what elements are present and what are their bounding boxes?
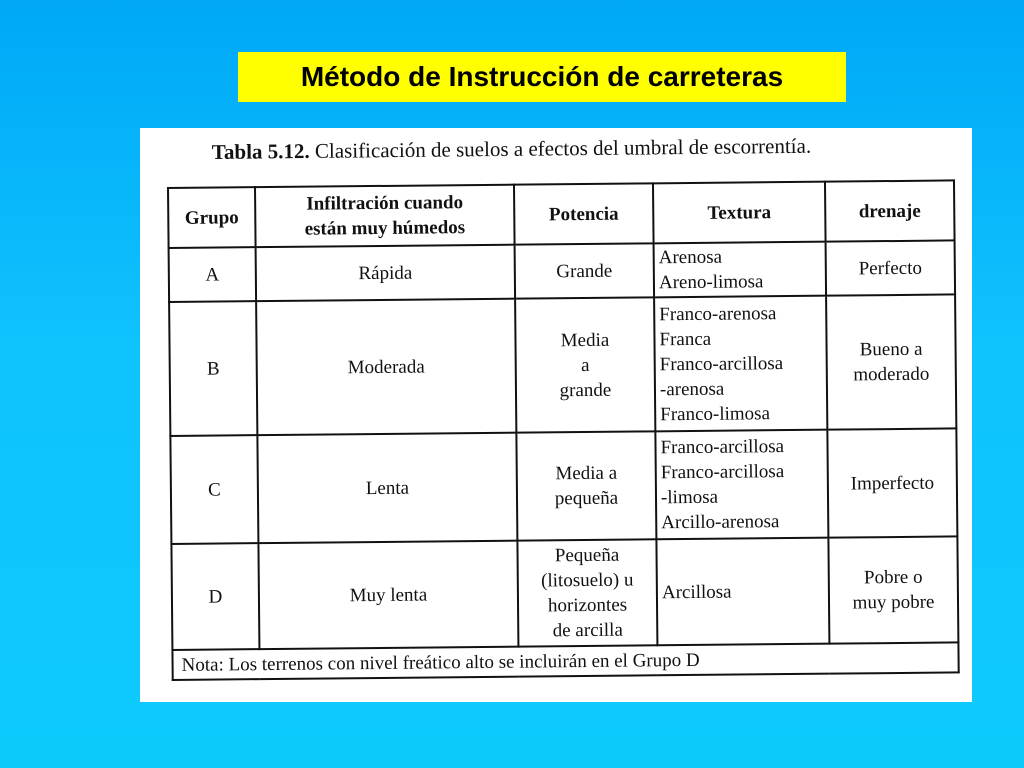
cell-potencia: Grande xyxy=(515,243,655,298)
table-note: Nota: Los terrenos con nivel freático alto se incluirán en el Grupo D xyxy=(172,642,958,680)
cell-textura: Arenosa Areno-limosa xyxy=(654,242,827,298)
table-row xyxy=(169,240,955,302)
cell-infiltracion: Rápida xyxy=(256,245,516,301)
cell-drenaje: Imperfecto xyxy=(827,428,957,537)
header-infiltracion: Infiltración cuando están muy húmedos xyxy=(255,185,515,247)
table-row xyxy=(170,428,957,544)
header-grupo: Grupo xyxy=(168,187,256,248)
table-row xyxy=(171,536,958,650)
cell-drenaje: Bueno a moderado xyxy=(826,294,956,429)
table-wrapper xyxy=(167,179,958,679)
table-row xyxy=(169,294,956,436)
slide-title: Método de Instrucción de carreteras xyxy=(238,52,846,102)
caption-label: Tabla 5.12. xyxy=(211,138,310,165)
cell-textura: Franco-arenosa Franca Franco-arcillosa -arenosa Franco-limosa xyxy=(654,296,827,432)
cell-textura: Franco-arcillosa Franco-arcillosa -limosa Arcillo-arenosa xyxy=(655,430,828,540)
cell-grupo: C xyxy=(170,435,258,544)
header-row xyxy=(168,180,955,248)
table-caption xyxy=(212,134,812,165)
scanned-table-image xyxy=(140,128,972,702)
soil-classification-table xyxy=(167,179,960,681)
caption-text: Clasificación de suelos a efectos del umbral de escorrentía. xyxy=(314,133,812,163)
cell-infiltracion: Moderada xyxy=(256,299,516,435)
cell-drenaje: Pobre o muy pobre xyxy=(828,536,958,643)
cell-infiltracion: Muy lenta xyxy=(258,541,518,649)
cell-grupo: A xyxy=(169,247,257,302)
cell-infiltracion: Lenta xyxy=(257,433,517,543)
cell-potencia: Media a grande xyxy=(515,297,655,432)
note-row xyxy=(172,642,958,680)
header-drenaje: drenaje xyxy=(825,180,955,241)
cell-textura: Arcillosa xyxy=(656,538,829,646)
cell-drenaje: Perfecto xyxy=(826,240,956,295)
cell-potencia: Media a pequeña xyxy=(516,431,656,540)
header-potencia: Potencia xyxy=(514,183,654,244)
cell-grupo: D xyxy=(171,543,259,650)
header-textura: Textura xyxy=(653,182,826,244)
cell-potencia: Pequeña (litosuelo) u horizontes de arcilla xyxy=(517,539,657,646)
cell-grupo: B xyxy=(169,301,257,436)
